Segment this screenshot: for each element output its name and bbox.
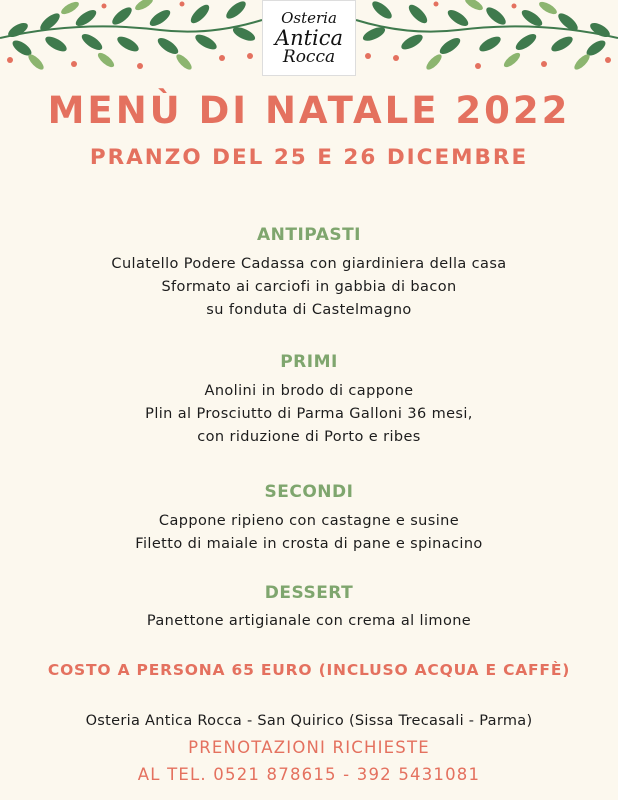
- section-heading-antipasti: ANTIPASTI: [256, 225, 362, 245]
- menu-item: Cappone ripieno con castagne e susine: [158, 513, 460, 529]
- menu-item: su fonduta di Castelmagno: [206, 302, 412, 318]
- section-heading-secondi: SECONDI: [264, 482, 354, 502]
- menu-title: MENÙ DI NATALE 2022: [47, 89, 571, 132]
- menu-item: Sformato ai carciofi in gabbia di bacon: [161, 279, 457, 295]
- price-per-person: COSTO A PERSONA 65 EURO (INCLUSO ACQUA E CAFFÈ): [47, 661, 571, 679]
- logo-line-1: Osteria: [281, 9, 337, 28]
- logo-line-2: Antica: [274, 25, 344, 50]
- menu-item: Culatello Podere Cadassa con giardiniera della casa: [111, 256, 507, 272]
- restaurant-logo: [262, 0, 356, 76]
- phone-numbers: AL TEL. 0521 878615 - 392 5431081: [137, 765, 481, 784]
- booking-required: PRENOTAZIONI RICHIESTE: [188, 738, 430, 757]
- menu-subtitle: PRANZO DEL 25 E 26 DICEMBRE: [89, 145, 529, 170]
- menu-item: Filetto di maiale in crosta di pane e spinacino: [135, 536, 483, 552]
- menu-item: Anolini in brodo di cappone: [204, 383, 414, 399]
- menu-item: Plin al Prosciutto di Parma Galloni 36 mesi,: [145, 406, 473, 422]
- menu-item: Panettone artigianale con crema al limone: [146, 613, 472, 629]
- restaurant-address: Osteria Antica Rocca - San Quirico (Sissa Trecasali - Parma): [85, 713, 533, 729]
- section-heading-primi: PRIMI: [280, 352, 338, 372]
- section-heading-dessert: DESSERT: [264, 583, 354, 603]
- logo-line-3: Rocca: [282, 46, 336, 67]
- menu-item: con riduzione di Porto e ribes: [197, 429, 421, 445]
